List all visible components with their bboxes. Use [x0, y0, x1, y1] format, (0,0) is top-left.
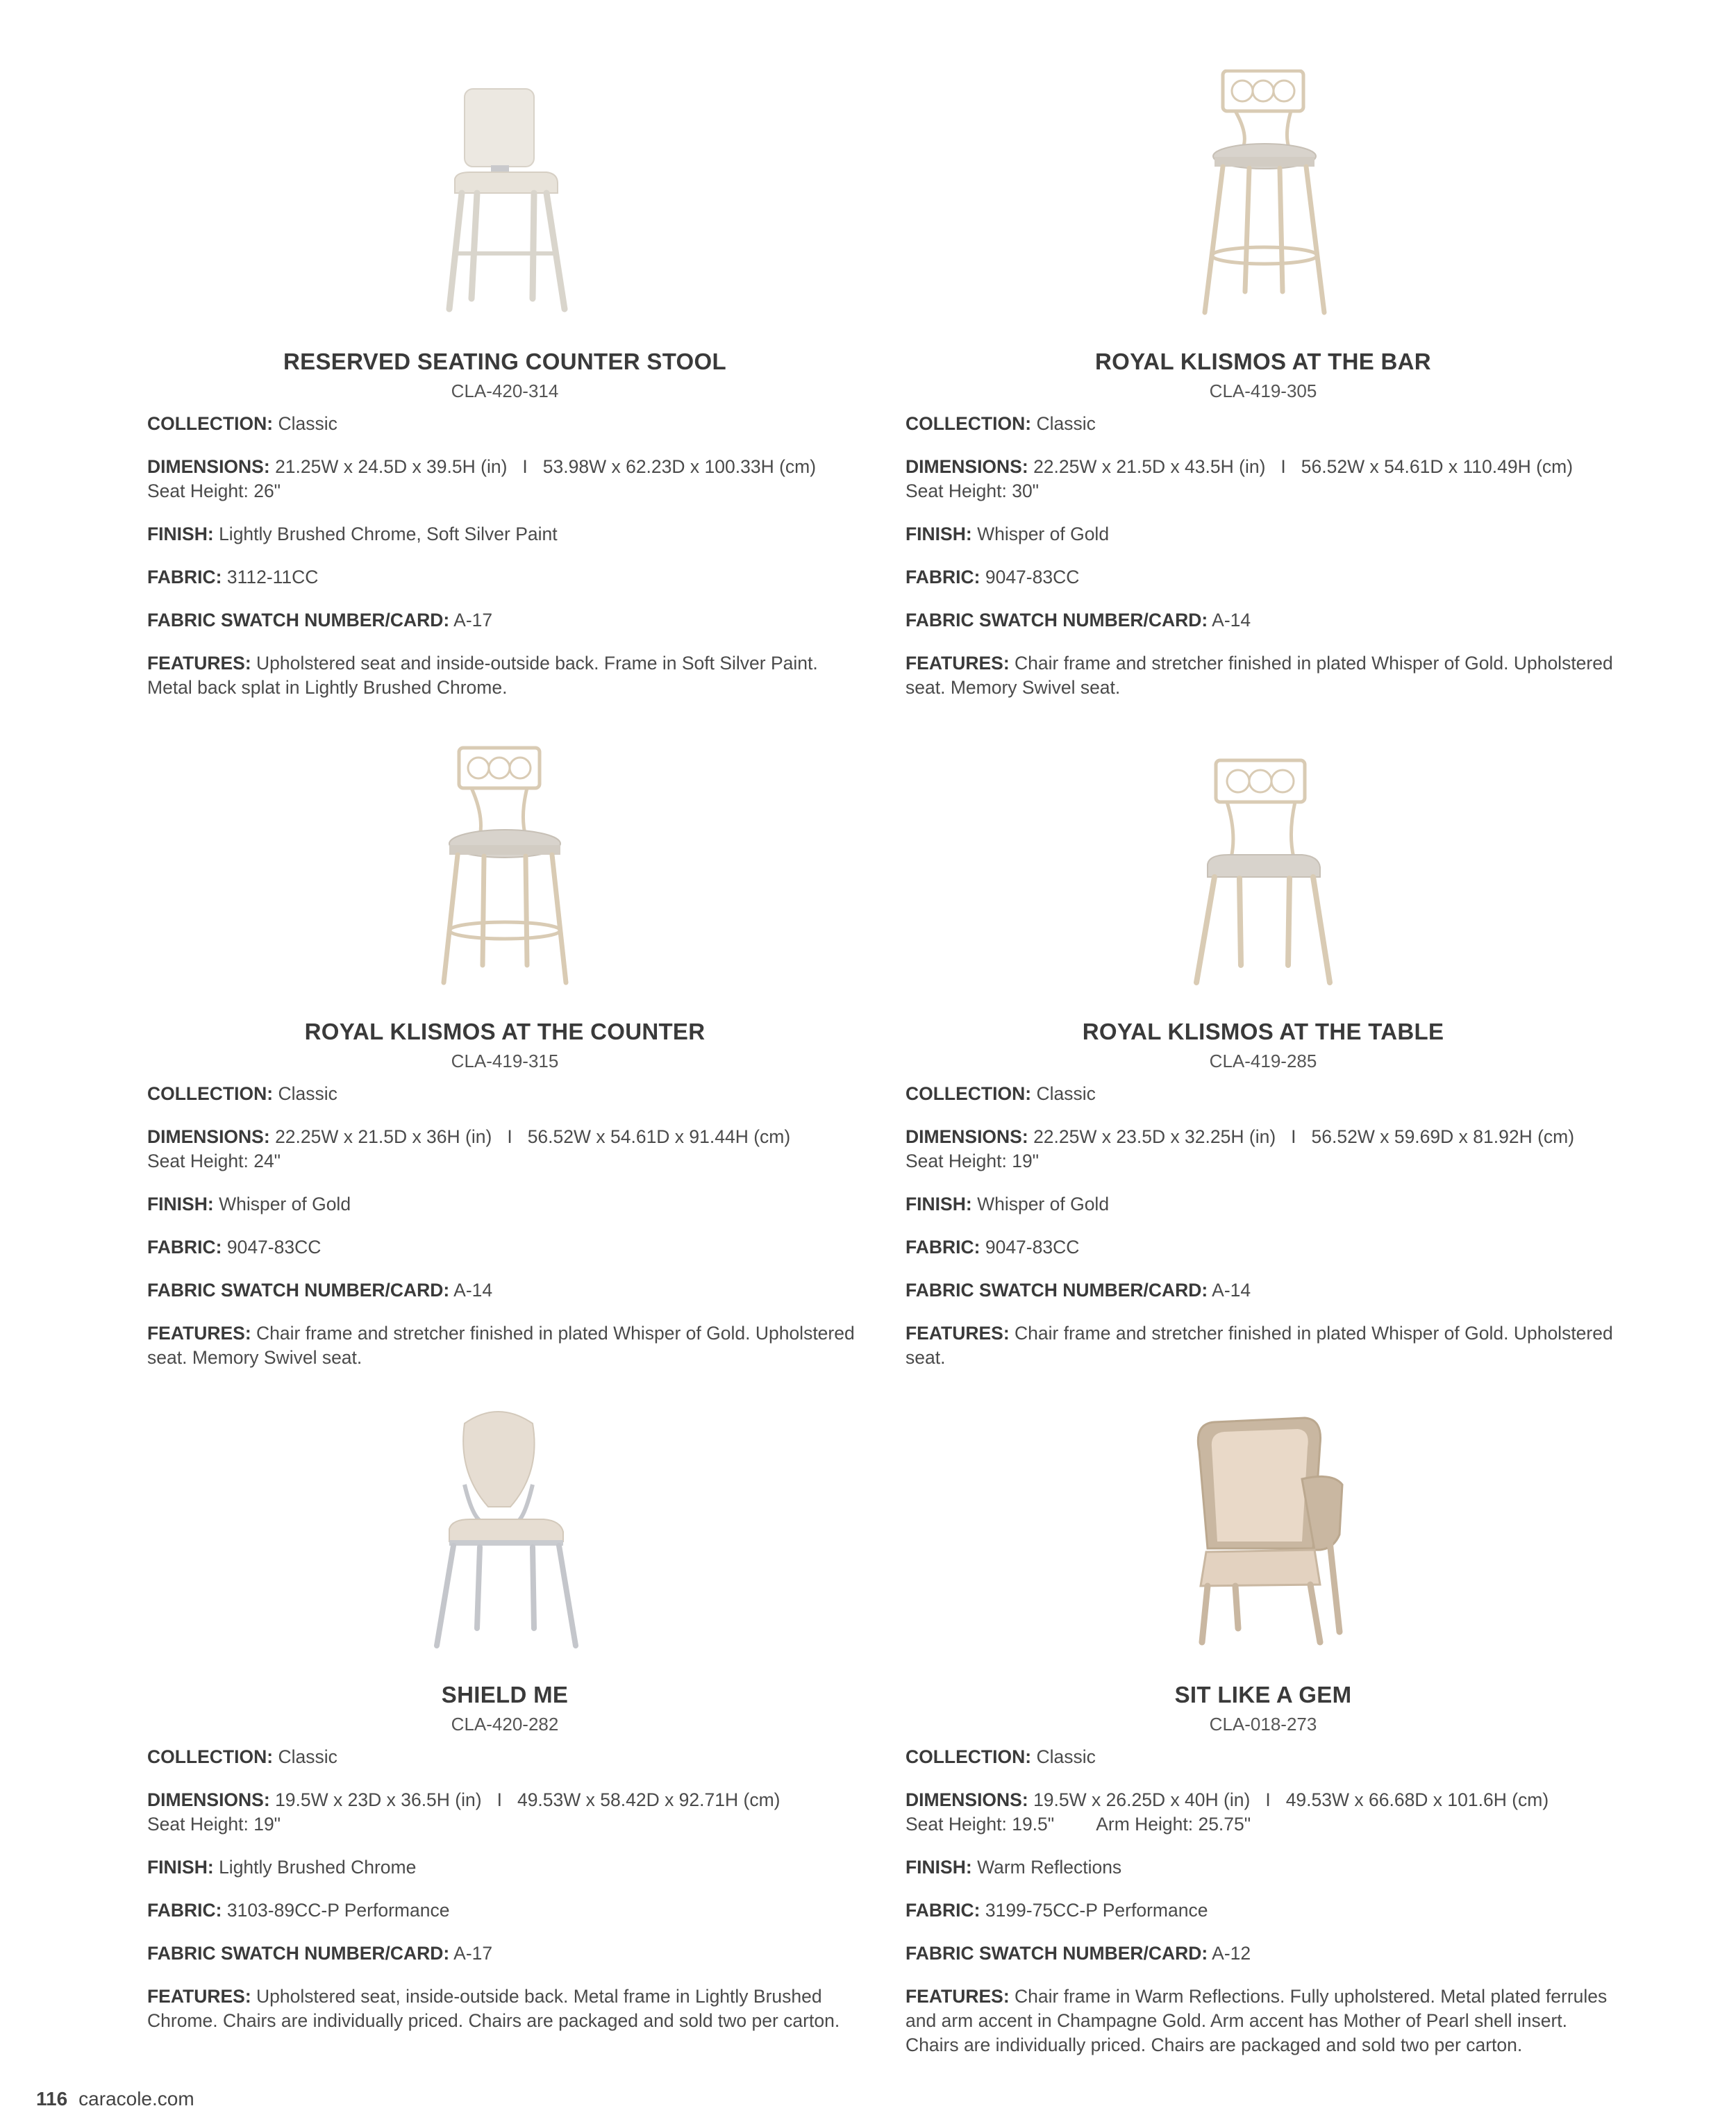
product-title: ROYAL KLISMOS AT THE BAR	[1095, 349, 1431, 374]
product-card	[905, 740, 1621, 1389]
product-title: SIT LIKE A GEM	[1174, 1682, 1352, 1707]
spec-features: FEATURES: Upholstered seat and inside-outside back. Frame in Soft Silver Paint. Metal back splat in Lightly Brushed Chrome.	[147, 653, 818, 698]
spec-fabric: FABRIC: 3112-11CC	[147, 567, 319, 587]
spec-swatch: FABRIC SWATCH NUMBER/CARD: A-14	[905, 1280, 1251, 1301]
spec-swatch: FABRIC SWATCH NUMBER/CARD: A-17	[147, 1943, 493, 1964]
product-title: SHIELD ME	[441, 1682, 569, 1707]
product-card	[905, 69, 1621, 719]
spec-finish: FINISH: Whisper of Gold	[905, 1194, 1110, 1214]
spec-swatch: FABRIC SWATCH NUMBER/CARD: A-14	[905, 610, 1251, 630]
armchair-icon	[1166, 1403, 1360, 1653]
product-sku: CLA-018-273	[1209, 1714, 1317, 1735]
product-image	[905, 740, 1621, 989]
spec-fabric: FABRIC: 3103-89CC-P Performance	[147, 1900, 450, 1921]
product-title: RESERVED SEATING COUNTER STOOL	[283, 349, 726, 374]
spec-dimensions: DIMENSIONS: 22.25W x 23.5D x 32.25H (in) I 56.52W x 59.69D x 81.92H (cm) Seat Height: 19"	[905, 1126, 1575, 1171]
spec-dimensions: DIMENSIONS: 22.25W x 21.5D x 36H (in) I 56.52W x 54.61D x 91.44H (cm) Seat Height: 24"	[147, 1126, 791, 1171]
product-image	[147, 740, 862, 989]
page-footer	[36, 2088, 194, 2110]
spec-dimensions: DIMENSIONS: 19.5W x 26.25D x 40H (in) I 49.53W x 66.68D x 101.6H (cm) Seat Height: 19.5" Arm Height: 25.75"	[905, 1789, 1549, 1835]
spec-collection: COLLECTION: Classic	[905, 413, 1096, 434]
product-sku: CLA-420-314	[451, 381, 559, 401]
spec-swatch: FABRIC SWATCH NUMBER/CARD: A-17	[147, 610, 493, 630]
spec-dimensions: DIMENSIONS: 22.25W x 21.5D x 43.5H (in) I 56.52W x 54.61D x 110.49H (cm) Seat Height: 30"	[905, 456, 1574, 501]
spec-features: FEATURES: Upholstered seat, inside-outside back. Metal frame in Lightly Brushed Chrome. Chairs are individually priced. Chairs are packaged and sold two per carton.	[147, 1986, 840, 2031]
product-sku: CLA-419-315	[451, 1051, 559, 1071]
spec-collection: COLLECTION: Classic	[905, 1083, 1096, 1104]
spec-collection: COLLECTION: Classic	[905, 1746, 1096, 1767]
spec-finish: FINISH: Lightly Brushed Chrome, Soft Silver Paint	[147, 524, 558, 544]
spec-fabric: FABRIC: 3199-75CC-P Performance	[905, 1900, 1208, 1921]
page-number: 116	[36, 2088, 68, 2110]
spec-dimensions: DIMENSIONS: 19.5W x 23D x 36.5H (in) I 49.53W x 58.42D x 92.71H (cm) Seat Height: 19"	[147, 1789, 781, 1835]
spec-collection: COLLECTION: Classic	[147, 1083, 337, 1104]
product-sku: CLA-420-282	[451, 1714, 559, 1735]
spec-features: FEATURES: Chair frame and stretcher finished in plated Whisper of Gold. Upholstered seat. Memory Swivel seat.	[905, 653, 1613, 698]
spec-features: FEATURES: Chair frame and stretcher finished in plated Whisper of Gold. Upholstered seat. Memory Swivel seat.	[147, 1323, 855, 1368]
counter-stool-icon	[428, 69, 581, 319]
website-link[interactable]: caracole.com	[78, 2088, 194, 2110]
spec-collection: COLLECTION: Classic	[147, 413, 337, 434]
product-image	[905, 69, 1621, 319]
spec-collection: COLLECTION: Classic	[147, 1746, 337, 1767]
product-image	[147, 69, 862, 319]
spec-finish: FINISH: Lightly Brushed Chrome	[147, 1857, 417, 1878]
dining-chair-icon	[1187, 740, 1339, 989]
product-title: ROYAL KLISMOS AT THE COUNTER	[304, 1019, 706, 1044]
spec-swatch: FABRIC SWATCH NUMBER/CARD: A-14	[147, 1280, 493, 1301]
spec-fabric: FABRIC: 9047-83CC	[905, 567, 1080, 587]
spec-finish: FINISH: Whisper of Gold	[905, 524, 1110, 544]
spec-features: FEATURES: Chair frame in Warm Reflections. Fully upholstered. Metal plated ferrules and arm accent in Champagne Gold. Arm accent has Mother of Pearl shell insert. Chairs are individually priced. Chairs are packaged and sold two per carton.	[905, 1986, 1608, 2055]
product-image	[905, 1403, 1621, 1653]
bar-stool-icon	[1187, 69, 1339, 319]
product-card	[147, 740, 862, 1389]
product-title: ROYAL KLISMOS AT THE TABLE	[1082, 1019, 1444, 1044]
spec-finish: FINISH: Whisper of Gold	[147, 1194, 351, 1214]
spec-finish: FINISH: Warm Reflections	[905, 1857, 1122, 1878]
spec-dimensions: DIMENSIONS: 21.25W x 24.5D x 39.5H (in) I 53.98W x 62.23D x 100.33H (cm) Seat Height: 26"	[147, 456, 817, 501]
product-image	[147, 1403, 862, 1653]
product-card	[147, 1403, 862, 2052]
shield-back-chair-icon	[422, 1403, 588, 1653]
spec-swatch: FABRIC SWATCH NUMBER/CARD: A-12	[905, 1943, 1251, 1964]
spec-fabric: FABRIC: 9047-83CC	[147, 1237, 322, 1258]
spec-features: FEATURES: Chair frame and stretcher finished in plated Whisper of Gold. Upholstered seat.	[905, 1323, 1613, 1368]
product-card	[905, 1403, 1621, 2076]
product-card	[147, 69, 862, 719]
product-sku: CLA-419-305	[1209, 381, 1317, 401]
spec-fabric: FABRIC: 9047-83CC	[905, 1237, 1080, 1258]
product-sku: CLA-419-285	[1209, 1051, 1317, 1071]
counter-stool-icon	[428, 740, 581, 989]
